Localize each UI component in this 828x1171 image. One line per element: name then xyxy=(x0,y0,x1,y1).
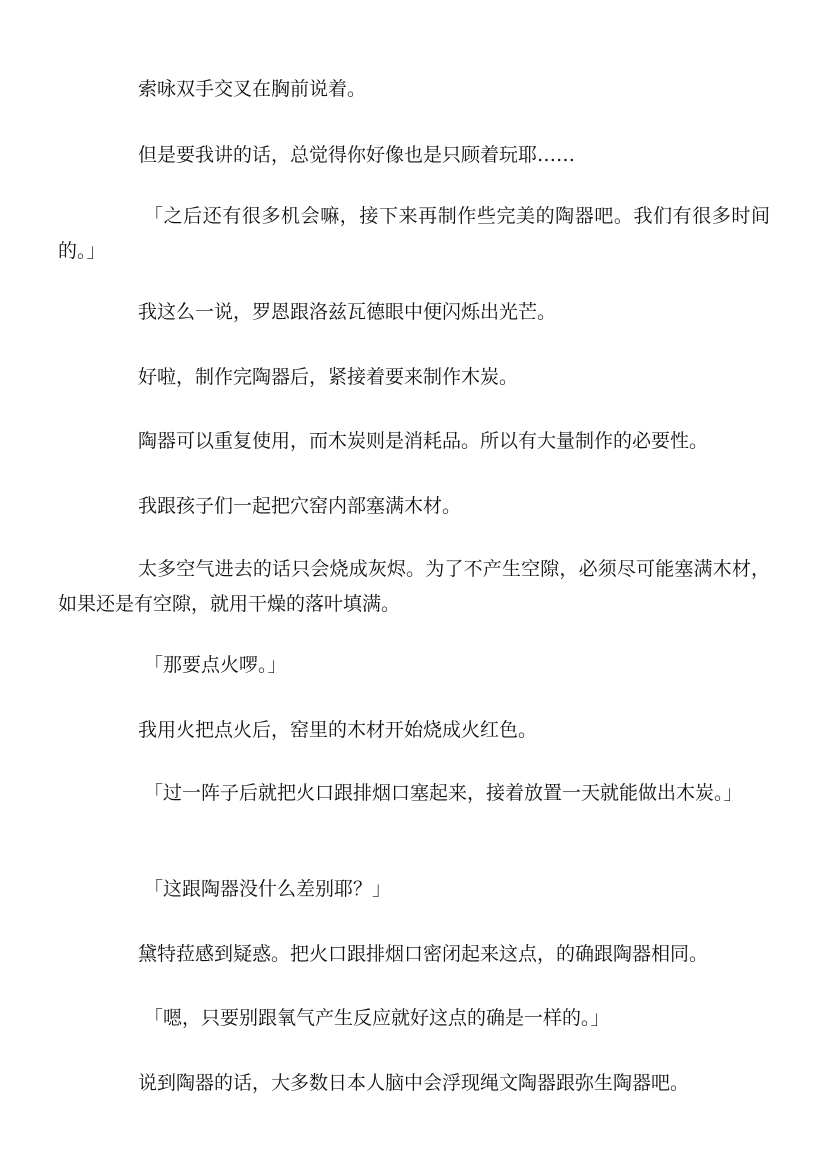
paragraph-6: 陶器可以重复使用，而木炭则是消耗品。所以有大量制作的必要性。 xyxy=(138,430,709,452)
paragraph-4: 我这么一说，罗恩跟洛兹瓦德眼中便闪烁出光芒。 xyxy=(138,301,557,323)
paragraph-13: 黛特菈感到疑惑。把火口跟排烟口密闭起来这点，的确跟陶器相同。 xyxy=(138,943,709,965)
paragraph-2: 但是要我讲的话，总觉得你好像也是只顾着玩耶…… xyxy=(138,144,576,166)
paragraph-1: 索咏双手交叉在胸前说着。 xyxy=(138,78,367,100)
paragraph-8: 太多空气进去的话只会烧成灰烬。为了不产生空隙，必须尽可能塞满木材，如果还是有空隙，就用干燥的落叶填满。 xyxy=(58,558,770,615)
paragraph-12: 「这跟陶器没什么差别耶？」 xyxy=(144,878,392,900)
paragraph-5: 好啦，制作完陶器后，紧接着要来制作木炭。 xyxy=(138,366,519,388)
paragraph-7: 我跟孩子们一起把穴窑内部塞满木材。 xyxy=(138,495,462,517)
paragraph-15: 说到陶器的话，大多数日本人脑中会浮现绳文陶器跟弥生陶器吧。 xyxy=(138,1072,690,1094)
paragraph-10: 我用火把点火后，窑里的木材开始烧成火红色。 xyxy=(138,719,538,741)
paragraph-9: 「那要点火啰。」 xyxy=(144,654,287,676)
paragraph-3: 「之后还有很多机会嘛，接下来再制作些完美的陶器吧。我们有很多时间的。」 xyxy=(58,205,770,262)
paragraph-14: 「嗯，只要别跟氧气产生反应就好这点的确是一样的。」 xyxy=(144,1007,610,1029)
paragraph-11: 「过一阵子后就把火口跟排烟口塞起来，接着放置一天就能做出木炭。」 xyxy=(144,782,743,804)
